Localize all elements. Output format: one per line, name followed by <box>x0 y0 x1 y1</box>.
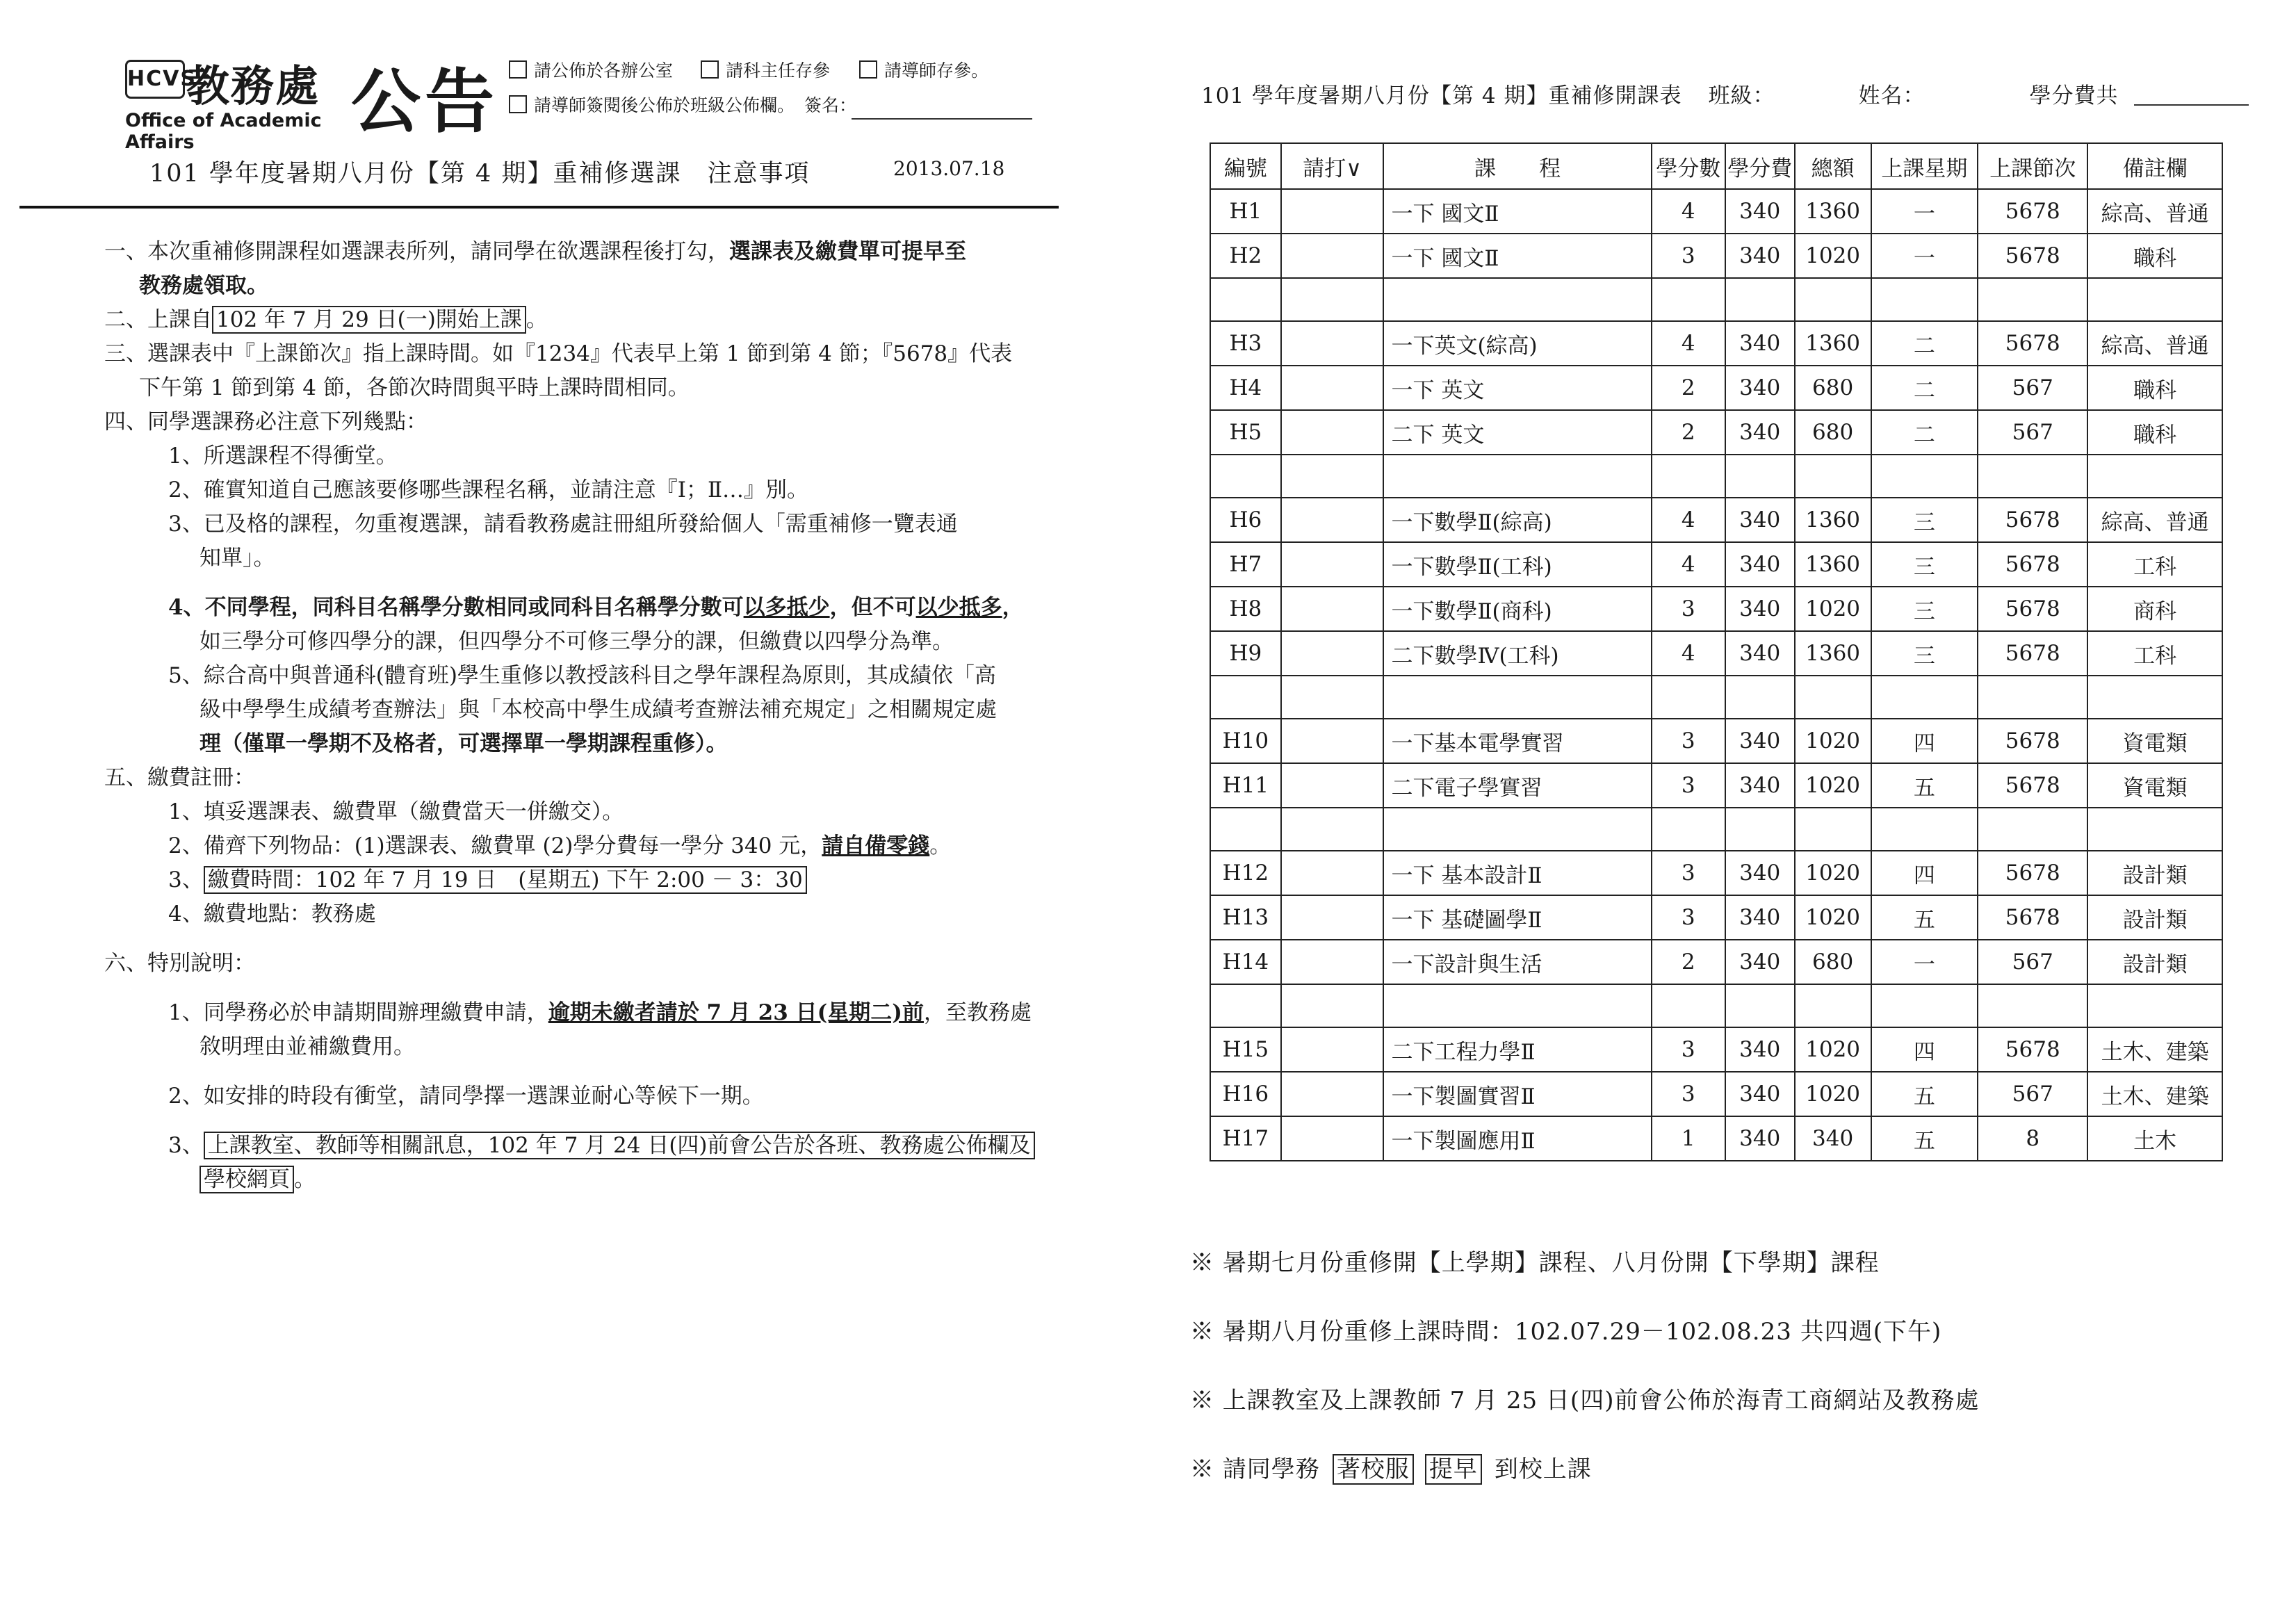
empty-cell <box>1725 278 1795 321</box>
table-row <box>1210 542 2222 587</box>
empty-cell <box>1978 278 2087 321</box>
course-day-cell: 三 <box>1871 542 1978 587</box>
checkbox-label: 請導師簽閱後公佈於班級公佈欄。 <box>534 95 795 115</box>
course-note-cell: 資電類 <box>2087 719 2222 763</box>
course-id-cell: H17 <box>1210 1116 1281 1161</box>
empty-cell <box>1652 676 1725 719</box>
course-credits-cell: 3 <box>1652 587 1725 631</box>
course-periods-cell: 8 <box>1978 1116 2087 1161</box>
course-note-cell: 土木、建築 <box>2087 1072 2222 1116</box>
notice-item-6-1-cont: 敘明理由並補繳費用。 <box>200 1034 415 1059</box>
course-id-cell: H8 <box>1210 587 1281 631</box>
course-id-cell: H2 <box>1210 234 1281 278</box>
course-fee-cell: 340 <box>1725 1072 1795 1116</box>
empty-cell <box>1210 278 1281 321</box>
course-total-cell: 1360 <box>1795 542 1871 587</box>
course-day-cell: 五 <box>1871 895 1978 940</box>
payment-time-box: 繳費時間：102 年 7 月 19 日 (星期五) 下午 2:00 － 3：30 <box>204 866 807 894</box>
course-credits-cell: 2 <box>1652 366 1725 410</box>
course-periods-cell: 5678 <box>1978 542 2087 587</box>
select-checkmark-cell[interactable] <box>1281 366 1384 410</box>
course-day-cell: 五 <box>1871 1072 1978 1116</box>
notice-item-6-3-cont: 學校網頁 。 <box>104 1163 1057 1197</box>
course-fee-cell: 340 <box>1725 410 1795 455</box>
course-day-cell: 四 <box>1871 851 1978 895</box>
uniform-box: 著校服 <box>1333 1454 1414 1485</box>
course-note-cell: 設計類 <box>2087 851 2222 895</box>
checkbox-square-icon <box>509 95 527 113</box>
column-header: 上課節次 <box>1978 143 2087 189</box>
course-fee-cell: 340 <box>1725 234 1795 278</box>
course-periods-cell: 567 <box>1978 410 2087 455</box>
checkbox-offices[interactable] <box>509 57 673 82</box>
course-periods-cell: 5678 <box>1978 851 2087 895</box>
course-note-cell: 綜高、普通 <box>2087 498 2222 542</box>
course-total-cell: 1020 <box>1795 763 1871 808</box>
table-header-row <box>1210 143 2222 189</box>
column-header: 總額 <box>1795 143 1871 189</box>
course-fee-cell: 340 <box>1725 1116 1795 1161</box>
empty-cell <box>1281 676 1384 719</box>
checkbox-label: 請導師存參。 <box>884 60 989 81</box>
table-row <box>1210 763 2222 808</box>
select-checkmark-cell[interactable] <box>1281 189 1384 234</box>
course-total-cell: 1020 <box>1795 1072 1871 1116</box>
notice-item-6: 六、特別說明： <box>104 951 255 976</box>
select-checkmark-cell[interactable] <box>1281 498 1384 542</box>
header-divider <box>19 206 1059 209</box>
column-header: 編號 <box>1210 143 1281 189</box>
checkbox-square-icon <box>859 60 877 79</box>
office-logo <box>125 54 341 153</box>
checkbox-homeroom-teachers[interactable] <box>859 57 988 82</box>
notice-item-6-1: 1、同學務必於申請期間辦理繳費申請，逾期未繳者請於 7 月 23 日(星期二)前，至教務處 <box>168 1000 1032 1025</box>
table-row <box>1210 587 2222 631</box>
empty-cell <box>1281 984 1384 1027</box>
course-fee-cell: 340 <box>1725 719 1795 763</box>
course-note-cell: 工科 <box>2087 542 2222 587</box>
table-body <box>1210 189 2222 1161</box>
class-label: 班級： <box>1708 83 1775 108</box>
empty-cell <box>1725 984 1795 1027</box>
office-name: 教務處 <box>186 60 320 111</box>
course-name-cell: 一下基本電學實習 <box>1383 719 1651 763</box>
notice-item-1: 一、本次重補修開課程如選課表所列，請同學在欲選課程後打勾，選課表及繳費單可提早至 <box>104 239 966 264</box>
course-periods-cell: 5678 <box>1978 587 2087 631</box>
column-header: 備註欄 <box>2087 143 2222 189</box>
notice-item-6-2: 2、如安排的時段有衝堂，請同學擇一選課並耐心等候下一期。 <box>168 1084 764 1109</box>
footer-note-4: ※ 請同學務 著校服 提早 到校上課 <box>1190 1455 1592 1483</box>
course-id-cell: H7 <box>1210 542 1281 587</box>
course-periods-cell: 5678 <box>1978 895 2087 940</box>
course-day-cell: 一 <box>1871 940 1978 984</box>
notice-body <box>104 235 1057 1197</box>
table-spacer-row <box>1210 455 2222 498</box>
table-row <box>1210 631 2222 676</box>
course-name-cell: 二下數學Ⅳ(工科) <box>1383 631 1651 676</box>
course-total-cell: 1360 <box>1795 189 1871 234</box>
empty-cell <box>1795 455 1871 498</box>
course-id-cell: H6 <box>1210 498 1281 542</box>
select-checkmark-cell[interactable] <box>1281 1072 1384 1116</box>
course-note-cell: 土木、建築 <box>2087 1027 2222 1072</box>
empty-cell <box>1652 278 1725 321</box>
early-box: 提早 <box>1425 1454 1482 1485</box>
course-day-cell: 五 <box>1871 1116 1978 1161</box>
notice-item-2: 二、上課自 102 年 7 月 29 日(一)開始上課 。 <box>104 307 548 332</box>
table-row <box>1210 719 2222 763</box>
course-credits-cell: 3 <box>1652 234 1725 278</box>
notice-item-4-5-cont2: 理（僅單一學期不及格者，可選擇單一學期課程重修）。 <box>200 731 728 756</box>
course-name-cell: 一下數學Ⅱ(工科) <box>1383 542 1651 587</box>
course-day-cell: 四 <box>1871 1027 1978 1072</box>
course-day-cell: 二 <box>1871 410 1978 455</box>
notice-item-4-5-cont1: 級中學學生成績考查辦法」與「本校高中學生成績考查辦法補充規定」之相關規定處 <box>200 697 997 722</box>
column-header: 課 程 <box>1383 143 1651 189</box>
table-row <box>1210 498 2222 542</box>
course-note-cell: 商科 <box>2087 587 2222 631</box>
table-row <box>1210 189 2222 234</box>
school-emblem-icon: HCVS <box>125 60 185 99</box>
course-total-cell: 1020 <box>1795 719 1871 763</box>
course-credits-cell: 2 <box>1652 940 1725 984</box>
course-note-cell: 設計類 <box>2087 940 2222 984</box>
checkbox-label: 請科主任存參 <box>726 60 831 81</box>
empty-cell <box>1210 984 1281 1027</box>
notice-item-4-1: 1、所選課程不得衝堂。 <box>168 443 398 468</box>
select-checkmark-cell[interactable] <box>1281 1027 1384 1072</box>
course-id-cell: H14 <box>1210 940 1281 984</box>
course-id-cell: H9 <box>1210 631 1281 676</box>
course-id-cell: H16 <box>1210 1072 1281 1116</box>
notice-item-4-4-cont: 如三學分可修四學分的課，但四學分不可修三學分的課，但繳費以四學分為準。 <box>200 629 954 654</box>
course-fee-cell: 340 <box>1725 321 1795 366</box>
course-note-cell: 職科 <box>2087 234 2222 278</box>
column-header: 學分數 <box>1652 143 1725 189</box>
empty-cell <box>1725 808 1795 851</box>
notice-item-1-cont: 教務處領取。 <box>139 273 268 298</box>
empty-cell <box>1652 984 1725 1027</box>
empty-cell <box>1725 455 1795 498</box>
table-row <box>1210 940 2222 984</box>
course-credits-cell: 3 <box>1652 763 1725 808</box>
course-total-cell: 680 <box>1795 940 1871 984</box>
course-credits-cell: 4 <box>1652 321 1725 366</box>
info-notice-box: 上課教室、教師等相關訊息，102 年 7 月 24 日(四)前會公告於各班、教務處公佈欄及 <box>204 1132 1035 1159</box>
course-total-cell: 340 <box>1795 1116 1871 1161</box>
course-note-cell: 職科 <box>2087 410 2222 455</box>
course-fee-cell: 340 <box>1725 587 1795 631</box>
empty-cell <box>1383 278 1651 321</box>
course-credits-cell: 4 <box>1652 631 1725 676</box>
empty-cell <box>1795 676 1871 719</box>
checkbox-post-class-board[interactable] <box>509 92 856 117</box>
notice-item-4-5: 5、綜合高中與普通科(體育班)學生重修以教授該科目之學年課程為原則，其成績依「高 <box>168 663 996 688</box>
notice-item-4-3: 3、已及格的課程，勿重複選課，請看教務處註冊組所發給個人「需重補修一覽表通 <box>168 512 958 537</box>
course-credits-cell: 3 <box>1652 1072 1725 1116</box>
course-id-cell: H5 <box>1210 410 1281 455</box>
select-checkmark-cell[interactable] <box>1281 1116 1384 1161</box>
course-day-cell: 二 <box>1871 321 1978 366</box>
table-row <box>1210 1072 2222 1116</box>
empty-cell <box>1978 676 2087 719</box>
course-total-cell: 1020 <box>1795 587 1871 631</box>
notice-item-5-1: 1、填妥選課表、繳費單（繳費當天一併繳交）。 <box>168 799 624 824</box>
course-periods-cell: 5678 <box>1978 631 2087 676</box>
empty-cell <box>1281 278 1384 321</box>
course-periods-cell: 567 <box>1978 1072 2087 1116</box>
table-row <box>1210 321 2222 366</box>
course-total-cell: 1360 <box>1795 321 1871 366</box>
select-checkmark-cell[interactable] <box>1281 631 1384 676</box>
course-fee-cell: 340 <box>1725 763 1795 808</box>
course-credits-cell: 3 <box>1652 895 1725 940</box>
empty-cell <box>2087 455 2222 498</box>
course-day-cell: 二 <box>1871 366 1978 410</box>
course-fee-cell: 340 <box>1725 498 1795 542</box>
course-fee-cell: 340 <box>1725 631 1795 676</box>
course-day-cell: 一 <box>1871 234 1978 278</box>
course-name-cell: 二下 英文 <box>1383 410 1651 455</box>
empty-cell <box>1383 676 1651 719</box>
course-fee-cell: 340 <box>1725 940 1795 984</box>
course-fee-cell: 340 <box>1725 895 1795 940</box>
select-checkmark-cell[interactable] <box>1281 410 1384 455</box>
course-note-cell: 職科 <box>2087 366 2222 410</box>
course-id-cell: H3 <box>1210 321 1281 366</box>
notice-item-4: 四、同學選課務必注意下列幾點： <box>104 409 428 434</box>
empty-cell <box>1795 808 1871 851</box>
empty-cell <box>2087 278 2222 321</box>
notice-item-5-2: 2、備齊下列物品：(1)選課表、繳費單 (2)學分費每一學分 340 元，請自備零錢。 <box>168 833 952 858</box>
empty-cell <box>1383 455 1651 498</box>
course-periods-cell: 5678 <box>1978 321 2087 366</box>
course-name-cell: 一下 國文Ⅱ <box>1383 234 1651 278</box>
course-periods-cell: 5678 <box>1978 763 2087 808</box>
course-fee-cell: 340 <box>1725 189 1795 234</box>
course-periods-cell: 5678 <box>1978 1027 2087 1072</box>
course-credits-cell: 1 <box>1652 1116 1725 1161</box>
empty-cell <box>2087 808 2222 851</box>
course-name-cell: 一下製圖應用Ⅱ <box>1383 1116 1651 1161</box>
course-total-cell: 680 <box>1795 410 1871 455</box>
table-row <box>1210 234 2222 278</box>
course-name-cell: 一下數學Ⅱ(商科) <box>1383 587 1651 631</box>
course-fee-cell: 340 <box>1725 1027 1795 1072</box>
select-checkmark-cell[interactable] <box>1281 587 1384 631</box>
course-name-cell: 一下 基礎圖學Ⅱ <box>1383 895 1651 940</box>
course-total-cell: 1020 <box>1795 1027 1871 1072</box>
column-header: 上課星期 <box>1871 143 1978 189</box>
empty-cell <box>1281 455 1384 498</box>
empty-cell <box>1281 808 1384 851</box>
notice-item-5: 五、繳費註冊： <box>104 765 255 790</box>
course-note-cell: 資電類 <box>2087 763 2222 808</box>
course-note-cell: 綜高、普通 <box>2087 189 2222 234</box>
course-periods-cell: 5678 <box>1978 234 2087 278</box>
course-note-cell: 綜高、普通 <box>2087 321 2222 366</box>
footer-note-3: ※ 上課教室及上課教師 7 月 25 日(四)前會公佈於海青工商網站及教務處 <box>1190 1387 1980 1414</box>
course-name-cell: 一下數學Ⅱ(綜高) <box>1383 498 1651 542</box>
select-checkmark-cell[interactable] <box>1281 895 1384 940</box>
table-spacer-row <box>1210 278 2222 321</box>
notice-title: 101 學年度暑期八月份【第 4 期】重補修選課 注意事項 <box>149 160 811 188</box>
course-table-title: 101 學年度暑期八月份【第 4 期】重補修開課表 <box>1201 83 1682 108</box>
empty-cell <box>1652 808 1725 851</box>
empty-cell <box>1210 808 1281 851</box>
notice-item-4-3-cont: 知單」。 <box>200 546 275 571</box>
course-total-cell: 680 <box>1795 366 1871 410</box>
course-periods-cell: 5678 <box>1978 498 2087 542</box>
start-date-box: 102 年 7 月 29 日(一)開始上課 <box>212 306 526 334</box>
empty-cell <box>1978 984 2087 1027</box>
course-note-cell: 土木 <box>2087 1116 2222 1161</box>
empty-cell <box>1871 808 1978 851</box>
name-label: 姓名： <box>1858 83 1925 108</box>
empty-cell <box>1383 808 1651 851</box>
select-checkmark-cell[interactable] <box>1281 234 1384 278</box>
empty-cell <box>1652 455 1725 498</box>
table-row <box>1210 851 2222 895</box>
course-name-cell: 二下工程力學Ⅱ <box>1383 1027 1651 1072</box>
notice-item-6-3: 3、 上課教室、教師等相關訊息，102 年 7 月 24 日(四)前會公告於各班、教務處公佈欄及 <box>104 1129 1057 1163</box>
footer-note-1: ※ 暑期七月份重修開【上學期】課程、八月份開【下學期】課程 <box>1190 1249 1880 1277</box>
announcement-heading: 公告 <box>351 60 498 142</box>
empty-cell <box>1210 455 1281 498</box>
table-row <box>1210 366 2222 410</box>
signature-line[interactable] <box>852 118 1032 120</box>
empty-cell <box>2087 676 2222 719</box>
checkbox-square-icon <box>701 60 719 79</box>
course-name-cell: 一下製圖實習Ⅱ <box>1383 1072 1651 1116</box>
checkbox-square-icon <box>509 60 527 79</box>
course-credits-cell: 3 <box>1652 719 1725 763</box>
course-id-cell: H12 <box>1210 851 1281 895</box>
course-day-cell: 三 <box>1871 498 1978 542</box>
notice-item-4-2: 2、確實知道自己應該要修哪些課程名稱，並請注意『Ⅰ；Ⅱ…』別。 <box>168 478 809 503</box>
table-spacer-row <box>1210 984 2222 1027</box>
course-fee-cell: 340 <box>1725 366 1795 410</box>
course-name-cell: 一下 英文 <box>1383 366 1651 410</box>
course-id-cell: H11 <box>1210 763 1281 808</box>
footer-note-2: ※ 暑期八月份重修上課時間：102.07.29－102.08.23 共四週(下午) <box>1190 1318 1942 1346</box>
course-periods-cell: 5678 <box>1978 719 2087 763</box>
course-id-cell: H10 <box>1210 719 1281 763</box>
course-periods-cell: 567 <box>1978 366 2087 410</box>
course-day-cell: 三 <box>1871 631 1978 676</box>
course-day-cell: 一 <box>1871 189 1978 234</box>
course-credits-cell: 4 <box>1652 189 1725 234</box>
course-note-cell: 設計類 <box>2087 895 2222 940</box>
empty-cell <box>1795 278 1871 321</box>
course-name-cell: 二下電子學實習 <box>1383 763 1651 808</box>
empty-cell <box>1795 984 1871 1027</box>
notice-item-3: 三、選課表中『上課節次』指上課時間。如『1234』代表早上第 1 節到第 4 節；『5678』代表 <box>104 341 1013 366</box>
notice-item-5-4: 4、繳費地點：教務處 <box>168 902 376 927</box>
fee-total-line[interactable] <box>2134 104 2249 106</box>
course-name-cell: 一下英文(綜高) <box>1383 321 1651 366</box>
table-row <box>1210 895 2222 940</box>
empty-cell <box>1871 676 1978 719</box>
course-total-cell: 1360 <box>1795 498 1871 542</box>
notice-item-5-3: 3、 繳費時間：102 年 7 月 19 日 (星期五) 下午 2:00 － 3：30 <box>104 863 1057 897</box>
notice-item-4-4: 4、不同學程，同科目名稱學分數相同或同科目名稱學分數可以多抵少，但不可以少抵多， <box>168 595 1024 620</box>
empty-cell <box>1871 984 1978 1027</box>
empty-cell <box>1978 455 2087 498</box>
notice-item-3-cont: 下午第 1 節到第 4 節，各節次時間與平時上課時間相同。 <box>139 375 690 400</box>
table-spacer-row <box>1210 808 2222 851</box>
course-note-cell: 工科 <box>2087 631 2222 676</box>
course-id-cell: H1 <box>1210 189 1281 234</box>
table-row <box>1210 1027 2222 1072</box>
course-periods-cell: 5678 <box>1978 189 2087 234</box>
course-credits-cell: 3 <box>1652 851 1725 895</box>
course-table <box>1210 142 2223 1161</box>
fee-total-label: 學分費共 <box>2029 83 2119 108</box>
empty-cell <box>1978 808 2087 851</box>
checkbox-department-heads[interactable] <box>701 57 830 82</box>
select-checkmark-cell[interactable] <box>1281 542 1384 587</box>
select-checkmark-cell[interactable] <box>1281 719 1384 763</box>
course-credits-cell: 4 <box>1652 542 1725 587</box>
select-checkmark-cell[interactable] <box>1281 940 1384 984</box>
empty-cell <box>1871 455 1978 498</box>
course-id-cell: H15 <box>1210 1027 1281 1072</box>
footer-notes <box>1190 1229 1979 1504</box>
course-credits-cell: 3 <box>1652 1027 1725 1072</box>
empty-cell <box>1725 676 1795 719</box>
column-header: 請打∨ <box>1281 143 1384 189</box>
course-day-cell: 五 <box>1871 763 1978 808</box>
school-website-box: 學校網頁 <box>200 1166 294 1193</box>
course-periods-cell: 567 <box>1978 940 2087 984</box>
table-row <box>1210 1116 2222 1161</box>
course-id-cell: H4 <box>1210 366 1281 410</box>
checkbox-label: 請公佈於各辦公室 <box>534 60 674 81</box>
course-total-cell: 1020 <box>1795 851 1871 895</box>
select-checkmark-cell[interactable] <box>1281 851 1384 895</box>
course-fee-cell: 340 <box>1725 851 1795 895</box>
select-checkmark-cell[interactable] <box>1281 321 1384 366</box>
office-name-english: Office of Academic Affairs <box>125 110 322 153</box>
course-credits-cell: 2 <box>1652 410 1725 455</box>
table-row <box>1210 410 2222 455</box>
signature-label: 簽名： <box>804 95 857 115</box>
course-id-cell: H13 <box>1210 895 1281 940</box>
table-spacer-row <box>1210 676 2222 719</box>
select-checkmark-cell[interactable] <box>1281 763 1384 808</box>
course-total-cell: 1020 <box>1795 895 1871 940</box>
notice-date: 2013.07.18 <box>893 157 1005 180</box>
course-name-cell: 一下設計與生活 <box>1383 940 1651 984</box>
empty-cell <box>1210 676 1281 719</box>
course-total-cell: 1020 <box>1795 234 1871 278</box>
course-day-cell: 四 <box>1871 719 1978 763</box>
course-total-cell: 1360 <box>1795 631 1871 676</box>
course-name-cell: 一下 國文Ⅱ <box>1383 189 1651 234</box>
course-name-cell: 一下 基本設計Ⅱ <box>1383 851 1651 895</box>
column-header: 學分費 <box>1725 143 1795 189</box>
empty-cell <box>2087 984 2222 1027</box>
empty-cell <box>1383 984 1651 1027</box>
course-credits-cell: 4 <box>1652 498 1725 542</box>
course-table-header <box>1201 78 2118 109</box>
empty-cell <box>1871 278 1978 321</box>
course-fee-cell: 340 <box>1725 542 1795 587</box>
course-day-cell: 三 <box>1871 587 1978 631</box>
